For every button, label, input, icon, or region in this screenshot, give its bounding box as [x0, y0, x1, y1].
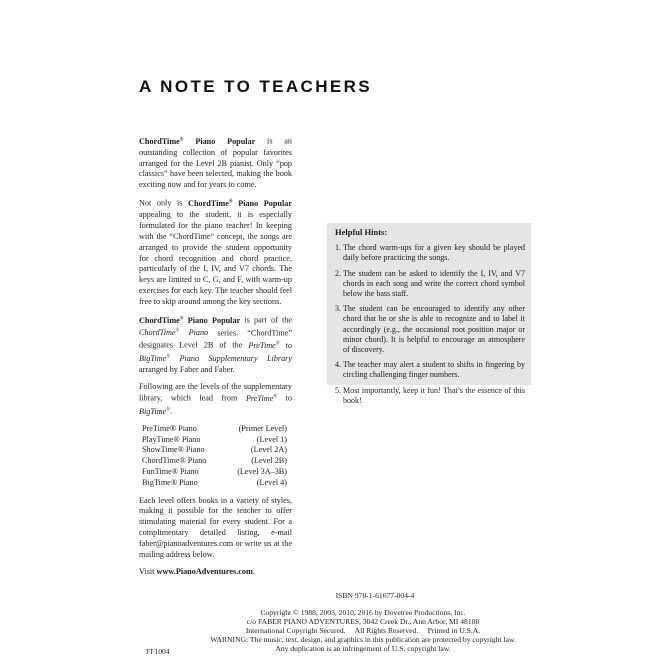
website-link[interactable]: www.PianoAdventures.com — [156, 566, 253, 576]
list-item: 1. The chord warm-ups for a given key should be played daily before practicing the songs. — [335, 243, 525, 263]
isbn: ISBN 978-1-61677-004-4 — [335, 591, 415, 600]
infringement-line: Any duplication is an infringement of U.S. copyright law. — [275, 644, 451, 654]
address-line: c/o FABER PIANO ADVENTURES, 3042 Creek Dr., Ann Arbor, MI 48108 — [246, 617, 480, 627]
list-item: 4. The teacher may alert a student to shifts in fingering by circling challenging finger numbers. — [335, 360, 525, 380]
list-item: ShowTime® Piano (Level 2A) — [142, 445, 287, 455]
page-title: A NOTE TO TEACHERS — [139, 77, 373, 96]
copyright-line: Copyright © 1988, 2003, 2010, 2016 by Dovetree Productions, Inc. — [260, 608, 466, 618]
intro-paragraph-4: Following are the levels of the supplementary library, which lead from PreTime® to BigTime®. — [139, 381, 292, 416]
visit-line: Visit www.PianoAdventures.com. — [139, 566, 255, 576]
catalog-code: FF1004 — [146, 647, 170, 656]
list-item: 3. The student can be encouraged to identify any other chord that he or she is able to recognize and to label it accordingly (e.g., the occasional root position major or minor chord). It is helpful to encourage an atmosphere of discovery. — [335, 304, 525, 355]
hints-heading: Helpful Hints: — [335, 227, 388, 237]
intro-paragraph-1: ChordTime® Piano Popular is an outstanding collection of popular favorites arranged for the Level 2B pianist. Only “pop classics” have been selected, making the book exciting now and for years to come. — [139, 136, 292, 190]
list-item: FunTime® Piano (Level 3A–3B) — [142, 466, 287, 476]
levels-list — [139, 424, 292, 489]
list-item: BigTime® Piano (Level 4) — [142, 477, 287, 487]
copyright-footer — [0, 591, 666, 654]
intro-paragraph-5: Each level offers books in a variety of styles, making it possible for the teacher to offer stimulating material for every student. For a complimentary detailed listing, e-mail faber@pianoadventures.com or write us at the mailing address below. — [139, 495, 292, 560]
list-item: ChordTime® Piano (Level 2B) — [142, 456, 287, 466]
list-item: PlayTime® Piano (Level 1) — [142, 434, 287, 444]
intro-paragraph-3: ChordTime® Piano Popular is part of the ChordTime® Piano series. “ChordTime” designates Level 2B of the PreTime® to BigTime® Piano Supplementary Library arranged by Faber and Faber. — [139, 315, 293, 374]
rights-line: International Copyright Secured. All Rights Reserved. Printed in U.S.A. — [245, 626, 481, 636]
list-item: 5. Most importantly, keep it fun! That’s the essence of this book! — [335, 385, 525, 405]
intro-column — [139, 135, 292, 584]
helpful-hints-box — [327, 223, 531, 405]
intro-paragraph-2: Not only is ChordTime® Piano Popular appealing to the student, it is especially formulated for the piano teacher! In keeping with the “ChordTime” concept, the songs are arranged to provide the student opportunity for chord recognition and chord practice, particularly of the I, IV, and V7 chords. The keys are limited to C, G, and F, with warm-up exercises for each key. The teacher should feel free to skip around among the key sections. — [139, 199, 292, 307]
warning-line: WARNING: The music, text, design, and graphics in this publication are protected by copyright law. — [210, 635, 516, 645]
list-item: 2. The student can be asked to identify the I, IV, and V7 chords in each song and write the correct chord symbol below the bass staff. — [335, 268, 525, 299]
list-item: PreTime® Piano (Primer Level) — [142, 423, 287, 433]
